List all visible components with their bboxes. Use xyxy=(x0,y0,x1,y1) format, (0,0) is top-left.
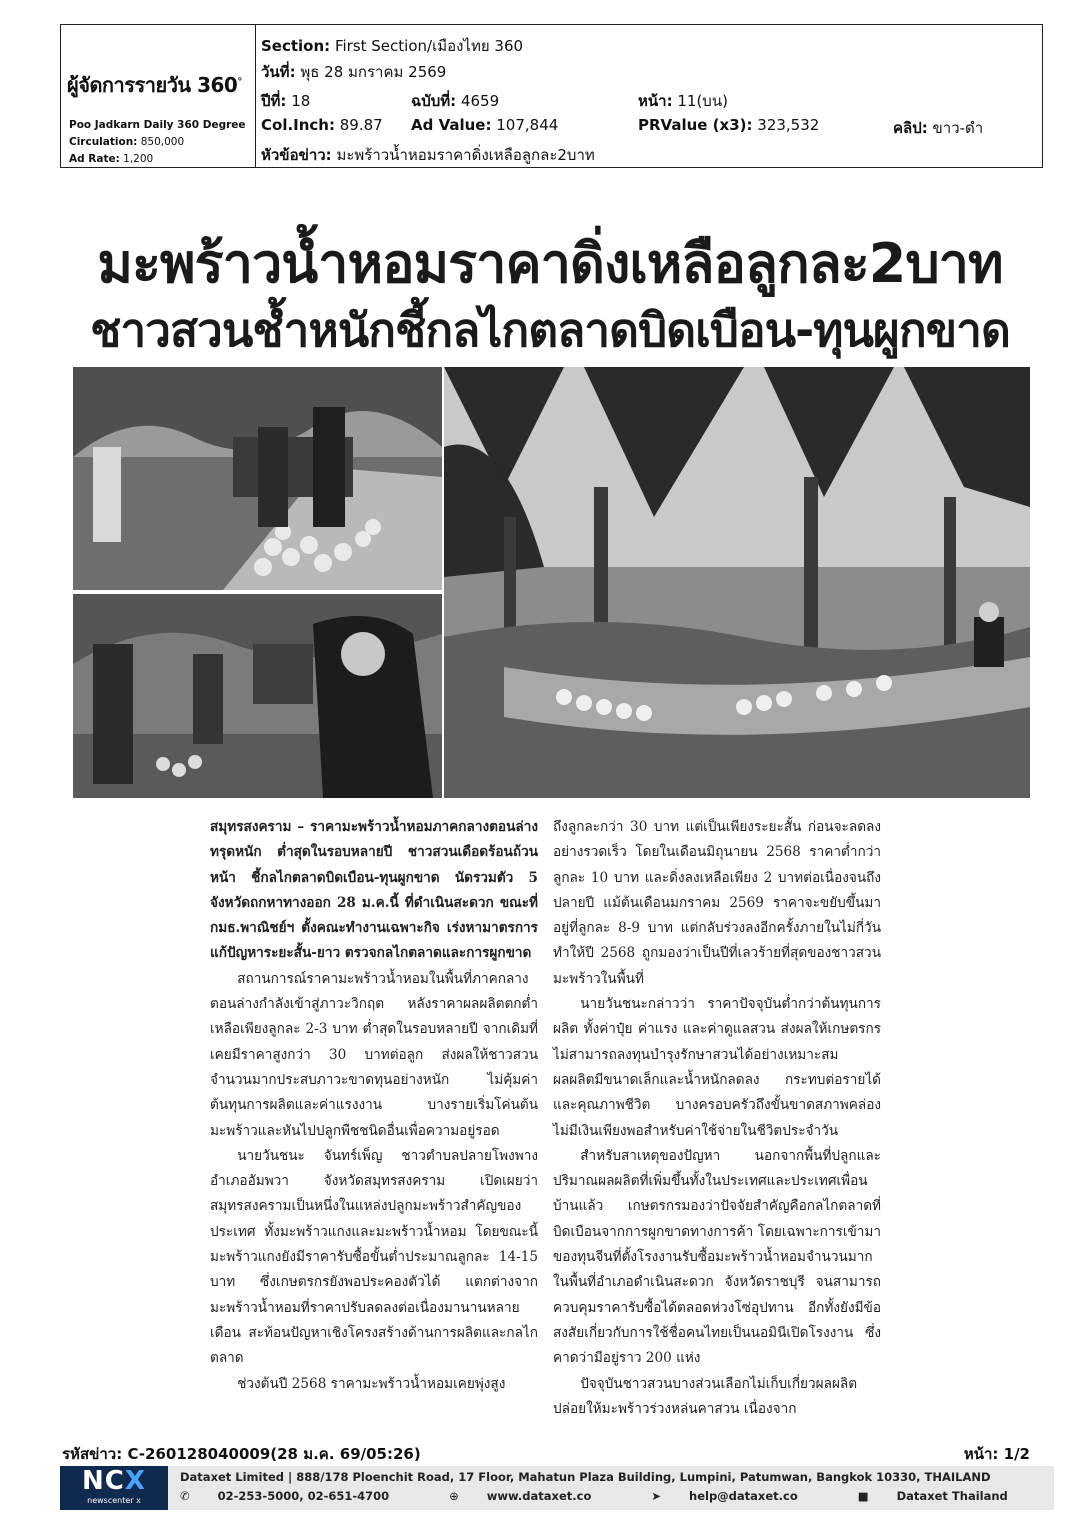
website-link[interactable]: ⊕ www.dataxet.co xyxy=(449,1489,592,1503)
publication-title: ผู้จัดการรายวัน 360 xyxy=(67,73,238,97)
prvalue-field: PRValue (x3): 323,532 xyxy=(638,116,820,134)
year-field: ปีที่: 18 xyxy=(261,92,311,110)
photo-farmers-loading xyxy=(73,594,442,798)
publication-en-name: Poo Jadkarn Daily 360 Degree xyxy=(69,119,246,131)
send-icon: ➤ xyxy=(651,1489,662,1503)
facebook-link[interactable]: ■ Dataxet Thailand xyxy=(857,1489,1008,1503)
ncx-logo: NCX newscenter x xyxy=(60,1466,168,1510)
article-paragraph: ช่วงต้นปี 2568 ราคามะพร้าวน้ำหอมเคยพุ่งสูง xyxy=(237,1375,506,1392)
facebook-icon: ■ xyxy=(857,1489,869,1503)
clip-field: คลิป: ขาว-ดำ xyxy=(893,119,984,137)
ad-rate: Ad Rate: 1,200 xyxy=(69,153,154,165)
article-paragraph: ปัจจุบันชาวสวนบางส่วนเลือกไม่เก็บเกี่ยวผลผลิต ปล่อยให้มะพร้าวร่วงหล่นคาสวน เนื่องจาก xyxy=(553,1375,858,1417)
page-field: หน้า: 11(บน) xyxy=(638,92,728,110)
photo-coconut-truck xyxy=(73,367,442,590)
publication-degree: ° xyxy=(237,76,242,88)
clipping-header xyxy=(60,24,1043,168)
article-paragraph: ถึงลูกละกว่า 30 บาท แต่เป็นเพียงระยะสั้น ก่อนจะลดลงอย่างรวดเร็ว โดยในเดือนมิถุนายน 2568 ราคาต่ำกว่าลูกละ 10 บาท และดิ่งลงเหลือเพียง 2 บาทต่อเนื่องจนถึงปลายปี แม้ต้นเดือนมกราคม 2569 ราคาจะขยับขึ้นมาอยู่ที่ลูกละ 8-9 บาท แต่กลับร่วงลงอีกครั้งภายในไม่กี่วัน ทำให้ปี 2568 ถูกมองว่าเป็นปีที่เลวร้ายที่สุดของชาวสวนมะพร้าวในพื้นที่ xyxy=(553,819,881,987)
article-paragraph: นายวันชนะกล่าวว่า ราคาปัจจุบันต่ำกว่าต้นทุนการผลิต ทั้งค่าปุ๋ย ค่าแรง และค่าดูแลสวน ส่งผลให้เกษตรกรไม่สามารถลงทุนบำรุงรักษาสวนได้อย่างเหมาะสม ผลผลิตมีขนาดเล็กและน้ำหนักลดลง กระทบต่อรายได้และคุณภาพชีวิต บางครอบครัวถึงขั้นขาดสภาพคล่อง ไม่มีเงินเพียงพอสำหรับค่าใช้จ่ายในชีวิตประจำวัน xyxy=(553,996,881,1139)
header-divider xyxy=(255,25,256,167)
section-field: Section: First Section/เมืองไทย 360 xyxy=(261,37,524,55)
headline-sub: ชาวสวนช้ำหนักชี้กลไกตลาดบิดเบือน-ทุนผูกขาด xyxy=(90,303,1010,357)
date-field: วันที่: พุธ 28 มกราคม 2569 xyxy=(261,63,447,81)
topic-field: หัวข้อข่าว: มะพร้าวน้ำหอมราคาดิ่งเหลือลูกละ2บาท xyxy=(261,146,595,164)
contact-line xyxy=(180,1489,1064,1503)
issue-field: ฉบับที่: 4659 xyxy=(411,92,500,110)
article-column-left xyxy=(210,815,538,1397)
news-id: รหัสข่าว: C-260128040009(28 ม.ค. 69/05:26) xyxy=(62,1445,421,1463)
company-address: Dataxet Limited | 888/178 Ploenchit Road, 17 Floor, Mahatun Plaza Building, Lumpini, Patumwan, Bangkok 10330, THAILAND xyxy=(180,1470,991,1484)
phone-icon: ✆ xyxy=(180,1489,190,1503)
email-link[interactable]: ➤ help@dataxet.co xyxy=(651,1489,798,1503)
article-paragraph: นายวันชนะ จันทร์เพ็ญ ชาวตำบลปลายโพงพาง อำเภออัมพวา จังหวัดสมุทรสงคราม เปิดเผยว่า สมุทรสงครามเป็นหนึ่งในแหล่งปลูกมะพร้าวสำคัญของประเทศ ทั้งมะพร้าวแกงและมะพร้าวน้ำหอม โดยขณะนี้มะพร้าวแกงยังมีราคารับซื้อขั้นต่ำประมาณลูกละ 14-15 บาท ซึ่งเกษตรกรยังพอประคองตัวได้ แตกต่างจากมะพร้าวน้ำหอมที่ราคาปรับลดลงต่อเนื่องมานานหลายเดือน สะท้อนปัญหาเชิงโครงสร้างด้านการผลิตและกลไกตลาด xyxy=(210,1147,538,1367)
article-column-right xyxy=(553,815,881,1422)
page-number: หน้า: 1/2 xyxy=(963,1445,1030,1463)
advalue-field: Ad Value: 107,844 xyxy=(411,116,559,134)
colinch-field: Col.Inch: 89.87 xyxy=(261,116,383,134)
footer-bar xyxy=(60,1466,1054,1510)
article-lead: สมุทรสงคราม – ราคามะพร้าวน้ำหอมภาคกลางตอนล่างทรุดหนัก ต่ำสุดในรอบหลายปี ชาวสวนเดือดร้อนถ้วนหน้า ชี้กลไกตลาดบิดเบือน-ทุนผูกขาด นัดรวมตัว 5 จังหวัดถกหาทางออก 28 ม.ค.นี้ ที่ดำเนินสะดวก ขณะที่ กมธ.พาณิชย์ฯ ตั้งคณะทำงานเฉพาะกิจ เร่งหามาตรการแก้ปัญหาระยะสั้น-ยาว ตรวจกลไกตลาดและการผูกขาด xyxy=(210,819,538,962)
headline-main: มะพร้าวน้ำหอมราคาดิ่งเหลือลูกละ2บาท xyxy=(97,232,1003,295)
globe-icon: ⊕ xyxy=(449,1489,459,1503)
photo-coconut-plantation xyxy=(444,367,1030,798)
circulation: Circulation: 850,000 xyxy=(69,136,185,148)
publication-name xyxy=(67,69,242,101)
article-paragraph: สถานการณ์ราคามะพร้าวน้ำหอมในพื้นที่ภาคกลางตอนล่างกำลังเข้าสู่ภาวะวิกฤต หลังราคาผลผลิตตกต่ำเหลือเพียงลูกละ 2-3 บาท ต่ำสุดในรอบหลายปี จากเดิมที่เคยมีราคาสูงกว่า 30 บาทต่อลูก ส่งผลให้ชาวสวนจำนวนมากประสบภาวะขาดทุนอย่างหนัก ไม่คุ้มค่าต้นทุนการผลิตและค่าแรงงาน บางรายเริ่มโค่นต้นมะพร้าวและหันไปปลูกพืชชนิดอื่นเพื่อความอยู่รอด xyxy=(210,970,538,1139)
phone-contact: ✆ 02-253-5000, 02-651-4700 xyxy=(180,1489,390,1503)
article-paragraph: สำหรับสาเหตุของปัญหา นอกจากพื้นที่ปลูกและปริมาณผลผลิตที่เพิ่มขึ้นทั้งในประเทศและประเทศเพื่อนบ้านแล้ว เกษตรกรมองว่าปัจจัยสำคัญคือกลไกตลาดที่บิดเบือนจากการผูกขาดทางการค้า โดยเฉพาะการเข้ามาของทุนจีนที่ตั้งโรงงานรับซื้อมะพร้าวน้ำหอมจำนวนมากในพื้นที่อำเภอดำเนินสะดวก จังหวัดราชบุรี จนสามารถควบคุมราคารับซื้อได้ตลอดห่วงโซ่อุปทาน อีกทั้งยังมีข้อสงสัยเกี่ยวกับการใช้ชื่อคนไทยเป็นนอมินีเปิดโรงงาน ซึ่งคาดว่ามีอยู่ราว 200 แห่ง xyxy=(553,1147,881,1367)
